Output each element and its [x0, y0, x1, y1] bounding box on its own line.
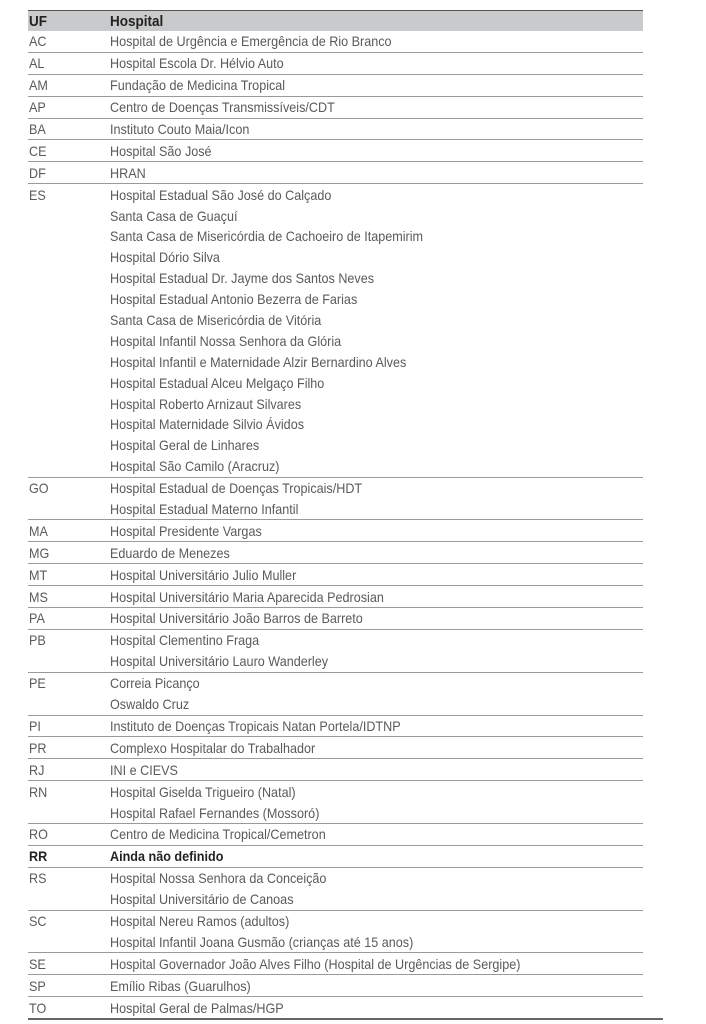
uf-cell: [28, 673, 110, 693]
uf-cell: [28, 976, 110, 996]
state-group: [28, 716, 643, 738]
uf-code: ES: [29, 186, 46, 203]
hospital-name: Hospital Estadual de Doenças Tropicais/HDT: [110, 480, 363, 497]
uf-code: RN: [29, 783, 48, 800]
hospital-name: Emílio Ribas (Guarulhos): [110, 977, 251, 994]
state-group: [28, 630, 643, 673]
hospital-cell: [110, 824, 643, 844]
table-row: [28, 564, 643, 585]
hospital-cell: [110, 521, 643, 541]
uf-cell: [28, 543, 110, 563]
hospital-name: Hospital Presidente Vargas: [110, 522, 262, 539]
table-row: [28, 289, 643, 310]
hospital-name: INI e CIEVS: [110, 761, 178, 778]
uf-code: RR: [29, 848, 48, 865]
uf-cell: [28, 782, 110, 802]
hospital-name: Instituto de Doenças Tropicais Natan Portela/IDTNP: [110, 717, 401, 734]
uf-code: MS: [29, 588, 48, 605]
state-group: [28, 737, 643, 759]
hospital-name: Hospital Universitário Maria Aparecida Pedrosian: [110, 588, 384, 605]
uf-cell: [28, 630, 110, 650]
hospital-name: Hospital Estadual São José do Calçado: [110, 186, 332, 203]
state-group: [28, 564, 643, 586]
uf-code: AM: [29, 77, 48, 94]
hospital-cell: [110, 932, 643, 952]
hospital-cell: [110, 803, 643, 823]
hospital-name: Hospital Universitário João Barros de Barreto: [110, 610, 363, 627]
hospital-cell: [110, 630, 643, 650]
table-row: [28, 889, 643, 910]
hospital-cell: [110, 141, 643, 161]
header-hospital: [110, 13, 643, 30]
table-row: [28, 53, 643, 74]
table-row: [28, 781, 643, 802]
table-row: [28, 975, 643, 996]
table-row: [28, 478, 643, 499]
uf-cell: [28, 868, 110, 888]
hospital-name: Hospital Estadual Materno Infantil: [110, 501, 299, 518]
hospital-name: Hospital Geral de Palmas/HGP: [110, 999, 284, 1016]
hospital-cell: [110, 97, 643, 117]
hospital-name: Complexo Hospitalar do Trabalhador: [110, 739, 316, 756]
uf-cell: [28, 119, 110, 139]
header-hospital-label: Hospital: [110, 12, 164, 30]
hospital-name: Hospital Roberto Arnizaut Silvares: [110, 395, 302, 412]
hospital-table: [28, 10, 643, 1020]
table-row: [28, 268, 643, 289]
uf-cell: [28, 716, 110, 736]
table-body: [28, 31, 643, 1020]
uf-cell: [28, 824, 110, 844]
hospital-cell: [110, 782, 643, 802]
hospital-cell: [110, 499, 643, 519]
hospital-cell: [110, 543, 643, 563]
uf-cell: [28, 587, 110, 607]
uf-code: DF: [29, 164, 46, 181]
hospital-name: Ainda não definido: [110, 848, 224, 865]
hospital-name: Hospital Estadual Dr. Jayme dos Santos Neves: [110, 270, 375, 287]
hospital-cell: [110, 119, 643, 139]
uf-code: MT: [29, 566, 48, 583]
hospital-name: Fundação de Medicina Tropical: [110, 77, 286, 94]
table-row: [28, 868, 643, 889]
uf-code: PB: [29, 632, 46, 649]
hospital-name: Hospital Infantil Nossa Senhora da Glória: [110, 332, 342, 349]
state-group: [28, 997, 663, 1020]
table-row: [28, 520, 643, 541]
table-row: [28, 372, 643, 393]
hospital-name: HRAN: [110, 164, 146, 181]
hospital-cell: [110, 716, 643, 736]
table-row: [28, 802, 643, 823]
hospital-name: Hospital Geral de Linhares: [110, 437, 260, 454]
uf-code: SP: [29, 977, 46, 994]
hospital-name: Hospital São Camilo (Aracruz): [110, 458, 280, 475]
hospital-cell: [110, 998, 663, 1018]
state-group: [28, 520, 643, 542]
uf-code: RO: [29, 826, 48, 843]
hospital-cell: [110, 608, 643, 628]
table-row: [28, 310, 643, 331]
hospital-name: Hospital Nereu Ramos (adultos): [110, 912, 290, 929]
table-row: [28, 630, 643, 651]
uf-code: AL: [29, 55, 45, 72]
table-row: [28, 205, 643, 226]
hospital-cell: [110, 310, 643, 330]
state-group: [28, 953, 643, 975]
state-group: [28, 608, 643, 630]
uf-code: PR: [29, 739, 47, 756]
uf-code: AP: [29, 99, 46, 116]
hospital-name: Hospital Universitário de Canoas: [110, 891, 294, 908]
uf-cell: [28, 31, 110, 51]
uf-code: MG: [29, 544, 50, 561]
hospital-cell: [110, 206, 643, 226]
hospital-cell: [110, 565, 643, 585]
table-row: [28, 75, 643, 96]
state-group: [28, 824, 643, 846]
state-group: [28, 478, 643, 521]
hospital-cell: [110, 163, 643, 183]
table-row: [28, 651, 643, 672]
uf-code: AC: [29, 33, 47, 50]
hospital-name: Hospital Dório Silva: [110, 249, 220, 266]
table-row: [28, 911, 643, 932]
uf-cell: [28, 521, 110, 541]
table-row: [28, 586, 643, 607]
hospital-cell: [110, 414, 643, 434]
hospital-cell: [110, 694, 643, 714]
table-row: [28, 759, 643, 780]
uf-code: GO: [29, 480, 49, 497]
hospital-cell: [110, 331, 643, 351]
hospital-name: Hospital Clementino Fraga: [110, 632, 260, 649]
uf-cell: [28, 185, 110, 205]
table-row: [28, 608, 643, 629]
state-group: [28, 975, 643, 997]
hospital-name: Instituto Couto Maia/Icon: [110, 121, 250, 137]
hospital-name: Eduardo de Menezes: [110, 544, 230, 561]
state-group: [28, 759, 643, 781]
table-row: [28, 435, 643, 456]
table-row: [28, 330, 643, 351]
hospital-cell: [110, 478, 643, 498]
state-group: [28, 119, 643, 141]
uf-code: RS: [29, 870, 47, 887]
hospital-cell: [110, 373, 643, 393]
hospital-cell: [110, 226, 643, 246]
uf-cell: [28, 97, 110, 117]
hospital-cell: [110, 587, 643, 607]
uf-code: TO: [29, 999, 47, 1016]
table-row: [28, 737, 643, 758]
table-row: [28, 694, 643, 715]
uf-cell: [28, 478, 110, 498]
table-row: [28, 119, 643, 140]
uf-cell: [28, 608, 110, 628]
uf-cell: [28, 75, 110, 95]
hospital-cell: [110, 868, 643, 888]
hospital-name: Hospital Rafael Fernandes (Mossoró): [110, 804, 320, 821]
hospital-name: Hospital Estadual Alceu Melgaço Filho: [110, 374, 325, 391]
table-row: [28, 247, 643, 268]
table-row: [28, 393, 643, 414]
hospital-name: Hospital Giselda Trigueiro (Natal): [110, 783, 296, 800]
table-row: [28, 499, 643, 520]
hospital-name: Santa Casa de Misericórdia de Vitória: [110, 312, 322, 329]
hospital-cell: [110, 185, 643, 205]
hospital-cell: [110, 394, 643, 414]
state-group: [28, 586, 643, 608]
uf-code: MA: [29, 522, 48, 539]
table-row: [28, 673, 643, 694]
header-uf-label: UF: [29, 12, 47, 30]
hospital-cell: [110, 268, 643, 288]
hospital-name: Centro de Medicina Tropical/Cemetron: [110, 826, 326, 843]
hospital-cell: [110, 911, 643, 931]
uf-code: PE: [29, 675, 46, 692]
hospital-name: Oswaldo Cruz: [110, 696, 190, 713]
hospital-name: Santa Casa de Guaçuí: [110, 207, 238, 224]
uf-code: BA: [29, 121, 46, 137]
hospital-cell: [110, 673, 643, 693]
hospital-cell: [110, 75, 643, 95]
state-group: [28, 673, 643, 716]
uf-cell: [28, 954, 110, 974]
uf-cell: [28, 911, 110, 931]
table-row: [28, 184, 643, 205]
hospital-cell: [110, 247, 643, 267]
hospital-cell: [110, 31, 643, 51]
hospital-name: Hospital Infantil Joana Gusmão (crianças até 15 anos): [110, 933, 414, 950]
table-row: [28, 716, 643, 737]
state-group: [28, 53, 643, 75]
hospital-name: Hospital de Urgência e Emergência de Rio Branco: [110, 33, 392, 50]
hospital-cell: [110, 352, 643, 372]
hospital-name: Hospital Infantil e Maternidade Alzir Bernardino Alves: [110, 353, 407, 370]
uf-code: SE: [29, 955, 46, 972]
state-group: [28, 97, 643, 119]
state-group: [28, 184, 643, 477]
state-group: [28, 140, 643, 162]
hospital-cell: [110, 738, 643, 758]
table-row: [28, 351, 643, 372]
table-row: [28, 140, 643, 161]
hospital-cell: [110, 760, 643, 780]
uf-cell: [28, 53, 110, 73]
table-row: [28, 931, 643, 952]
hospital-cell: [110, 651, 643, 671]
table-row: [28, 953, 643, 974]
state-group: [28, 846, 643, 868]
table-row: [28, 162, 643, 183]
uf-cell: [28, 760, 110, 780]
hospital-cell: [110, 53, 643, 73]
table-row: [28, 997, 663, 1018]
hospital-name: Hospital Escola Dr. Hélvio Auto: [110, 55, 284, 72]
state-group: [28, 781, 643, 824]
uf-code: SC: [29, 912, 47, 929]
state-group: [28, 31, 643, 53]
hospital-name: Hospital Universitário Julio Muller: [110, 566, 297, 583]
uf-cell: [28, 998, 110, 1018]
table-row: [28, 542, 643, 563]
state-group: [28, 542, 643, 564]
table-row: [28, 226, 643, 247]
hospital-name: Hospital Maternidade Silvio Ávidos: [110, 416, 305, 433]
table-row: [28, 97, 643, 118]
uf-cell: [28, 141, 110, 161]
hospital-name: Hospital São José: [110, 142, 212, 159]
hospital-name: Santa Casa de Misericórdia de Cachoeiro de Itapemirim: [110, 228, 424, 245]
hospital-cell: [110, 889, 643, 909]
table-row: [28, 824, 643, 845]
hospital-cell: [110, 846, 643, 866]
uf-cell: [28, 846, 110, 866]
hospital-cell: [110, 954, 643, 974]
hospital-name: Hospital Universitário Lauro Wanderley: [110, 653, 329, 670]
hospital-cell: [110, 435, 643, 455]
uf-cell: [28, 163, 110, 183]
hospital-cell: [110, 289, 643, 309]
hospital-name: Hospital Governador João Alves Filho (Hospital de Urgências de Sergipe): [110, 955, 521, 972]
table-row: [28, 31, 643, 52]
state-group: [28, 868, 643, 911]
uf-cell: [28, 738, 110, 758]
hospital-cell: [110, 976, 643, 996]
hospital-name: Hospital Nossa Senhora da Conceição: [110, 870, 327, 887]
table-header: [28, 10, 643, 31]
uf-code: PI: [29, 717, 41, 734]
state-group: [28, 75, 643, 97]
hospital-name: Hospital Estadual Antonio Bezerra de Farias: [110, 291, 358, 308]
state-group: [28, 911, 643, 954]
uf-code: RJ: [29, 761, 45, 778]
hospital-name: Centro de Doenças Transmissíveis/CDT: [110, 99, 335, 116]
table-row: [28, 456, 643, 477]
hospital-cell: [110, 456, 643, 476]
table-row: [28, 846, 643, 867]
uf-code: CE: [29, 142, 47, 159]
table-row: [28, 414, 643, 435]
hospital-name: Correia Picanço: [110, 675, 200, 692]
uf-cell: [28, 565, 110, 585]
state-group: [28, 162, 643, 184]
uf-code: PA: [29, 610, 45, 627]
header-uf: [28, 13, 110, 30]
